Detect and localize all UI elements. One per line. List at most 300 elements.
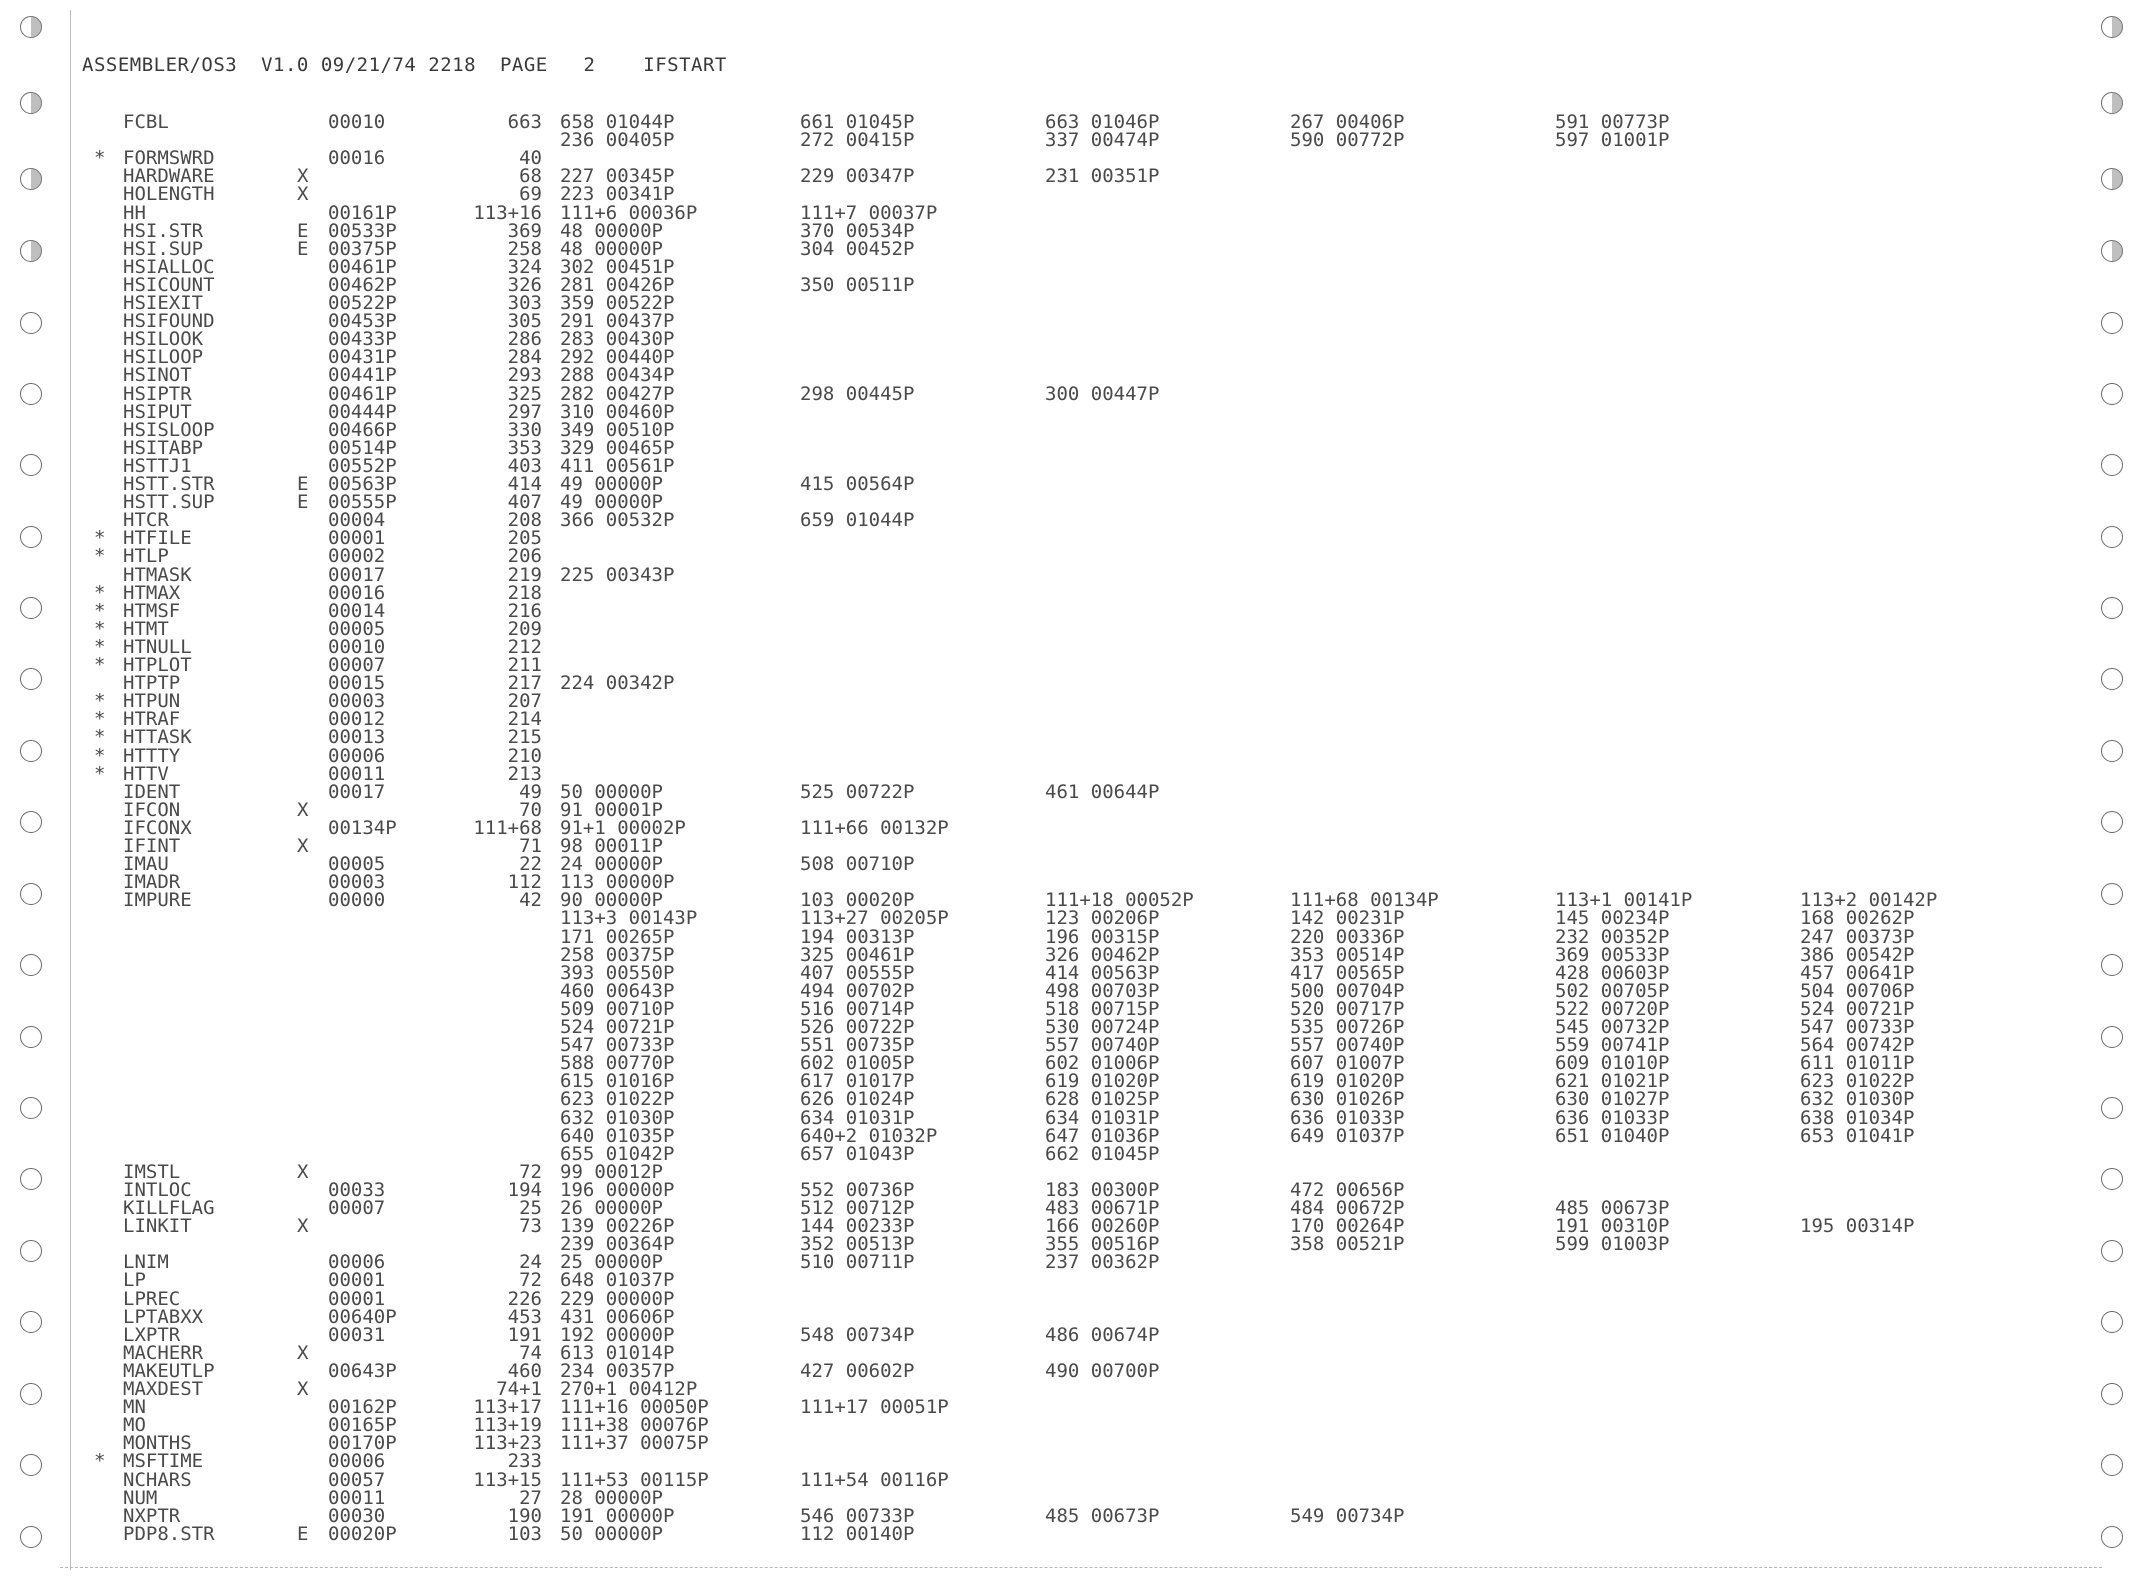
symbol-flag: E bbox=[297, 237, 309, 260]
reference-entry: 485 00673P bbox=[1045, 1504, 1160, 1527]
symbol-name: NXPTR bbox=[123, 1504, 181, 1527]
symbol-value: 00552P bbox=[328, 454, 397, 477]
reference-entry: 520 00717P bbox=[1290, 997, 1405, 1020]
symbol-value: 00640P bbox=[328, 1305, 397, 1328]
definition-line: 205 bbox=[507, 527, 542, 550]
definition-line: 286 bbox=[507, 328, 542, 351]
reference-entry: 91 00001P bbox=[560, 798, 663, 821]
right-feed-hole bbox=[2101, 526, 2123, 548]
reference-entry: 288 00434P bbox=[560, 364, 675, 387]
reference-entry: 349 00510P bbox=[560, 418, 675, 441]
symbol-name: IFCONX bbox=[123, 816, 192, 839]
symbol-name: MN bbox=[123, 1396, 146, 1419]
symbol-name: HSISLOOP bbox=[123, 418, 215, 441]
reference-entry: 111+17 00051P bbox=[800, 1396, 949, 1419]
symbol-name: MACHERR bbox=[123, 1341, 204, 1364]
reference-entry: 227 00345P bbox=[560, 165, 675, 188]
reference-entry: 518 00715P bbox=[1045, 997, 1160, 1020]
reference-entry: 49 00000P bbox=[560, 491, 663, 514]
reference-entry: 194 00313P bbox=[800, 925, 915, 948]
symbol-name: HOLENGTH bbox=[123, 183, 215, 206]
symbol-value: 00057 bbox=[328, 1468, 386, 1491]
reference-entry: 224 00342P bbox=[560, 672, 675, 695]
reference-entry: 651 01040P bbox=[1555, 1124, 1670, 1147]
reference-entry: 547 00733P bbox=[560, 1034, 675, 1057]
reference-entry: 370 00534P bbox=[800, 219, 915, 242]
symbol-name: HSI.STR bbox=[123, 219, 204, 242]
program-name: ASSEMBLER/OS3 bbox=[82, 54, 238, 76]
reference-entry: 609 01010P bbox=[1555, 1052, 1670, 1075]
symbol-flag: E bbox=[297, 473, 309, 495]
symbol-name: HSTT.STR bbox=[123, 473, 215, 495]
reference-entry: 304 00452P bbox=[800, 237, 915, 260]
symbol-name: MO bbox=[123, 1414, 146, 1437]
symbol-name: HSITABP bbox=[123, 436, 204, 459]
symbol-name: HSICOUNT bbox=[123, 273, 215, 296]
definition-line: 111+68 bbox=[473, 816, 542, 839]
reference-entry: 431 00606P bbox=[560, 1305, 675, 1328]
symbol-name: HTMASK bbox=[123, 563, 192, 586]
definition-line: 68 bbox=[519, 165, 542, 188]
symbol-name: HSI.SUP bbox=[123, 237, 204, 260]
symbol-value: 00004 bbox=[328, 509, 386, 532]
right-feed-hole bbox=[2101, 1383, 2123, 1405]
left-feed-hole bbox=[20, 16, 42, 38]
symbol-value: 00006 bbox=[328, 744, 386, 767]
definition-line: 330 bbox=[507, 418, 542, 441]
reference-entry: 283 00430P bbox=[560, 328, 675, 351]
symbol-flag: X bbox=[297, 1215, 309, 1238]
left-feed-hole bbox=[20, 1526, 42, 1548]
left-feed-hole bbox=[20, 1168, 42, 1190]
reference-entry: 508 00710P bbox=[800, 853, 915, 876]
definition-line: 217 bbox=[507, 672, 542, 695]
reference-entry: 28 00000P bbox=[560, 1486, 663, 1509]
definition-line: 326 bbox=[507, 273, 542, 296]
reference-entry: 166 00260P bbox=[1045, 1215, 1160, 1238]
definition-line: 414 bbox=[507, 473, 542, 495]
reference-entry: 525 00722P bbox=[800, 780, 915, 803]
reference-entry: 564 00742P bbox=[1800, 1034, 1915, 1057]
reference-entry: 352 00513P bbox=[800, 1233, 915, 1256]
reference-entry: 113 00000P bbox=[560, 871, 675, 894]
definition-line: 112 bbox=[507, 871, 542, 894]
right-feed-hole bbox=[2101, 1454, 2123, 1476]
reference-entry: 428 00603P bbox=[1555, 961, 1670, 984]
symbol-name: HSIPUT bbox=[123, 400, 192, 423]
left-feed-hole bbox=[20, 1240, 42, 1262]
reference-entry: 145 00234P bbox=[1555, 907, 1670, 930]
reference-entry: 509 00710P bbox=[560, 997, 675, 1020]
right-feed-hole bbox=[2101, 883, 2123, 905]
symbol-name: LNIM bbox=[123, 1251, 169, 1274]
definition-line: 113+17 bbox=[473, 1396, 542, 1419]
symbol-name: HTMSF bbox=[123, 599, 181, 622]
symbol-name: IFINT bbox=[123, 835, 181, 857]
left-feed-hole bbox=[20, 883, 42, 905]
symbol-flag: X bbox=[297, 1378, 309, 1400]
reference-entry: 196 00315P bbox=[1045, 925, 1160, 948]
reference-entry: 526 00722P bbox=[800, 1016, 915, 1038]
left-feed-hole bbox=[20, 312, 42, 334]
symbol-name: HSILOOK bbox=[123, 328, 204, 351]
definition-line: 206 bbox=[507, 545, 542, 568]
symbol-name: HTCR bbox=[123, 509, 169, 532]
symbol-flag-mark: * bbox=[94, 599, 106, 622]
symbol-value: 00165P bbox=[328, 1414, 397, 1437]
symbol-name: NUM bbox=[123, 1486, 158, 1509]
reference-entry: 552 00736P bbox=[800, 1178, 915, 1201]
reference-entry: 98 00011P bbox=[560, 835, 663, 857]
reference-entry: 632 01030P bbox=[1800, 1088, 1915, 1111]
reference-entry: 171 00265P bbox=[560, 925, 675, 948]
symbol-name: FORMSWRD bbox=[123, 147, 215, 170]
reference-entry: 386 00542P bbox=[1800, 943, 1915, 966]
reference-entry: 326 00462P bbox=[1045, 943, 1160, 966]
reference-entry: 486 00674P bbox=[1045, 1323, 1160, 1346]
definition-line: 460 bbox=[507, 1359, 542, 1382]
reference-entry: 48 00000P bbox=[560, 237, 663, 260]
right-feed-hole bbox=[2101, 1311, 2123, 1333]
reference-entry: 236 00405P bbox=[560, 129, 675, 152]
symbol-value: 00013 bbox=[328, 726, 386, 749]
reference-entry: 239 00364P bbox=[560, 1233, 675, 1256]
symbol-flag: X bbox=[297, 183, 309, 206]
reference-entry: 411 00561P bbox=[560, 454, 675, 477]
symbol-flag-mark: * bbox=[94, 708, 106, 731]
reference-entry: 546 00733P bbox=[800, 1504, 915, 1527]
definition-line: 353 bbox=[507, 436, 542, 459]
symbol-flag: E bbox=[297, 1522, 309, 1545]
reference-entry: 630 01026P bbox=[1290, 1088, 1405, 1111]
right-feed-hole bbox=[2101, 383, 2123, 405]
definition-line: 218 bbox=[507, 581, 542, 604]
reference-entry: 183 00300P bbox=[1045, 1178, 1160, 1201]
symbol-name: KILLFLAG bbox=[123, 1197, 215, 1219]
symbol-value: 00011 bbox=[328, 762, 386, 785]
reference-entry: 281 00426P bbox=[560, 273, 675, 296]
definition-line: 407 bbox=[507, 491, 542, 514]
reference-entry: 524 00721P bbox=[1800, 997, 1915, 1020]
definition-line: 325 bbox=[507, 382, 542, 405]
reference-entry: 490 00700P bbox=[1045, 1359, 1160, 1382]
definition-line: 207 bbox=[507, 690, 542, 713]
symbol-name: HTTV bbox=[123, 762, 169, 785]
symbol-name: HTPLOT bbox=[123, 654, 192, 676]
reference-entry: 590 00772P bbox=[1290, 129, 1405, 152]
definition-line: 284 bbox=[507, 346, 542, 369]
symbol-value: 00441P bbox=[328, 364, 397, 387]
reference-entry: 407 00555P bbox=[800, 961, 915, 984]
reference-entry: 599 01003P bbox=[1555, 1233, 1670, 1256]
reference-entry: 484 00672P bbox=[1290, 1197, 1405, 1219]
reference-entry: 460 00643P bbox=[560, 979, 675, 1002]
reference-entry: 300 00447P bbox=[1045, 382, 1160, 405]
reference-entry: 90 00000P bbox=[560, 889, 663, 912]
right-feed-hole bbox=[2101, 668, 2123, 690]
left-feed-hole bbox=[20, 526, 42, 548]
right-feed-hole bbox=[2101, 16, 2123, 38]
reference-entry: 557 00740P bbox=[1290, 1034, 1405, 1057]
symbol-flag-mark: * bbox=[94, 617, 106, 640]
symbol-value: 00466P bbox=[328, 418, 397, 441]
reference-entry: 619 01020P bbox=[1290, 1070, 1405, 1093]
reference-entry: 366 00532P bbox=[560, 509, 675, 532]
definition-line: 216 bbox=[507, 599, 542, 622]
reference-entry: 649 01037P bbox=[1290, 1124, 1405, 1147]
definition-line: 73 bbox=[519, 1215, 542, 1238]
symbol-value: 00375P bbox=[328, 237, 397, 260]
definition-line: 369 bbox=[507, 219, 542, 242]
symbol-name: HTRAF bbox=[123, 708, 181, 731]
definition-line: 233 bbox=[507, 1450, 542, 1473]
reference-entry: 292 00440P bbox=[560, 346, 675, 369]
reference-entry: 630 01027P bbox=[1555, 1088, 1670, 1111]
reference-entry: 191 00310P bbox=[1555, 1215, 1670, 1238]
page-header bbox=[82, 54, 727, 76]
left-feed-hole bbox=[20, 597, 42, 619]
symbol-value: 00134P bbox=[328, 816, 397, 839]
reference-entry: 588 00770P bbox=[560, 1052, 675, 1075]
symbol-name: LINKIT bbox=[123, 1215, 192, 1238]
reference-entry: 359 00522P bbox=[560, 292, 675, 314]
reference-entry: 559 00741P bbox=[1555, 1034, 1670, 1057]
reference-entry: 602 01006P bbox=[1045, 1052, 1160, 1075]
reference-entry: 530 00724P bbox=[1045, 1016, 1160, 1038]
symbol-name: LPREC bbox=[123, 1287, 181, 1310]
reference-entry: 545 00732P bbox=[1555, 1016, 1670, 1038]
reference-entry: 634 01031P bbox=[1045, 1106, 1160, 1129]
reference-entry: 619 01020P bbox=[1045, 1070, 1160, 1093]
definition-line: 25 bbox=[519, 1197, 542, 1219]
reference-entry: 500 00704P bbox=[1290, 979, 1405, 1002]
reference-entry: 658 01044P bbox=[560, 111, 675, 133]
left-feed-hole bbox=[20, 168, 42, 190]
reference-entry: 237 00362P bbox=[1045, 1251, 1160, 1274]
symbol-name: HSIALLOC bbox=[123, 255, 215, 278]
reference-entry: 223 00341P bbox=[560, 183, 675, 206]
reference-entry: 626 01024P bbox=[800, 1088, 915, 1111]
reference-entry: 196 00000P bbox=[560, 1178, 675, 1201]
right-feed-hole bbox=[2101, 811, 2123, 833]
definition-line: 70 bbox=[519, 798, 542, 821]
definition-line: 72 bbox=[519, 1160, 542, 1183]
reference-entry: 258 00375P bbox=[560, 943, 675, 966]
reference-entry: 628 01025P bbox=[1045, 1088, 1160, 1111]
reference-entry: 636 01033P bbox=[1290, 1106, 1405, 1129]
reference-entry: 267 00406P bbox=[1290, 111, 1405, 133]
reference-entry: 653 01041P bbox=[1800, 1124, 1915, 1147]
reference-entry: 192 00000P bbox=[560, 1323, 675, 1346]
symbol-name: IDENT bbox=[123, 780, 181, 803]
reference-entry: 427 00602P bbox=[800, 1359, 915, 1382]
symbol-name: HTNULL bbox=[123, 635, 192, 658]
definition-line: 27 bbox=[519, 1486, 542, 1509]
reference-entry: 112 00140P bbox=[800, 1522, 915, 1545]
definition-line: 24 bbox=[519, 1251, 542, 1274]
definition-line: 211 bbox=[507, 654, 542, 676]
symbol-value: 00462P bbox=[328, 273, 397, 296]
definition-line: 22 bbox=[519, 853, 542, 876]
right-feed-hole bbox=[2101, 597, 2123, 619]
reference-entry: 168 00262P bbox=[1800, 907, 1915, 930]
definition-line: 71 bbox=[519, 835, 542, 857]
reference-entry: 111+18 00052P bbox=[1045, 889, 1194, 912]
reference-entry: 247 00373P bbox=[1800, 925, 1915, 948]
symbol-name: IFCON bbox=[123, 798, 181, 821]
symbol-name: HTPTP bbox=[123, 672, 181, 695]
symbol-name: IMADR bbox=[123, 871, 181, 894]
left-feed-hole bbox=[20, 811, 42, 833]
left-feed-hole bbox=[20, 1097, 42, 1119]
reference-entry: 229 00000P bbox=[560, 1287, 675, 1310]
reference-entry: 358 00521P bbox=[1290, 1233, 1405, 1256]
reference-entry: 549 00734P bbox=[1290, 1504, 1405, 1527]
symbol-name: HSIEXIT bbox=[123, 292, 204, 314]
definition-line: 194 bbox=[507, 1178, 542, 1201]
symbol-value: 00014 bbox=[328, 599, 386, 622]
definition-line: 113+16 bbox=[473, 201, 542, 224]
symbol-value: 00007 bbox=[328, 654, 386, 676]
reference-entry: 337 00474P bbox=[1045, 129, 1160, 152]
symbol-flag: X bbox=[297, 1341, 309, 1364]
reference-entry: 144 00233P bbox=[800, 1215, 915, 1238]
reference-entry: 91+1 00002P bbox=[560, 816, 686, 839]
reference-entry: 414 00563P bbox=[1045, 961, 1160, 984]
version: V1.0 bbox=[261, 54, 309, 76]
symbol-value: 00017 bbox=[328, 563, 386, 586]
reference-entry: 50 00000P bbox=[560, 780, 663, 803]
symbol-flag-mark: * bbox=[94, 726, 106, 749]
reference-entry: 623 01022P bbox=[1800, 1070, 1915, 1093]
reference-entry: 111+53 00115P bbox=[560, 1468, 709, 1491]
reference-entry: 111+6 00036P bbox=[560, 201, 698, 224]
reference-entry: 111+7 00037P bbox=[800, 201, 938, 224]
definition-line: 303 bbox=[507, 292, 542, 314]
symbol-value: 00016 bbox=[328, 147, 386, 170]
right-feed-hole bbox=[2101, 454, 2123, 476]
reference-entry: 393 00550P bbox=[560, 961, 675, 984]
reference-entry: 510 00711P bbox=[800, 1251, 915, 1274]
definition-line: 69 bbox=[519, 183, 542, 206]
definition-line: 213 bbox=[507, 762, 542, 785]
right-feed-hole bbox=[2101, 1168, 2123, 1190]
run-date: 09/21/74 bbox=[320, 54, 417, 76]
symbol-value: 00012 bbox=[328, 708, 386, 731]
symbol-value: 00016 bbox=[328, 581, 386, 604]
reference-entry: 103 00020P bbox=[800, 889, 915, 912]
definition-line: 40 bbox=[519, 147, 542, 170]
right-feed-hole bbox=[2101, 1097, 2123, 1119]
symbol-name: LXPTR bbox=[123, 1323, 181, 1346]
symbol-flag-mark: * bbox=[94, 744, 106, 767]
definition-line: 297 bbox=[507, 400, 542, 423]
definition-line: 212 bbox=[507, 635, 542, 658]
reference-entry: 661 01045P bbox=[800, 111, 915, 133]
symbol-name: MONTHS bbox=[123, 1432, 192, 1455]
symbol-value: 00006 bbox=[328, 1450, 386, 1473]
reference-entry: 634 01031P bbox=[800, 1106, 915, 1129]
symbol-name: HSIPTR bbox=[123, 382, 192, 405]
symbol-value: 00433P bbox=[328, 328, 397, 351]
left-feed-hole bbox=[20, 454, 42, 476]
symbol-value: 00461P bbox=[328, 255, 397, 278]
reference-entry: 502 00705P bbox=[1555, 979, 1670, 1002]
symbol-name: HTMT bbox=[123, 617, 169, 640]
symbol-name: IMPURE bbox=[123, 889, 192, 912]
symbol-name: HSTT.SUP bbox=[123, 491, 215, 514]
reference-entry: 415 00564P bbox=[800, 473, 915, 495]
reference-entry: 648 01037P bbox=[560, 1269, 675, 1292]
reference-entry: 355 00516P bbox=[1045, 1233, 1160, 1256]
reference-entry: 26 00000P bbox=[560, 1197, 663, 1219]
symbol-name: HSINOT bbox=[123, 364, 192, 387]
reference-entry: 234 00357P bbox=[560, 1359, 675, 1382]
reference-entry: 647 01036P bbox=[1045, 1124, 1160, 1147]
reference-entry: 512 00712P bbox=[800, 1197, 915, 1219]
symbol-value: 00020P bbox=[328, 1522, 397, 1545]
left-feed-hole bbox=[20, 954, 42, 976]
symbol-name: MAXDEST bbox=[123, 1378, 204, 1400]
reference-entry: 111+16 00050P bbox=[560, 1396, 709, 1419]
reference-entry: 640 01035P bbox=[560, 1124, 675, 1147]
reference-entry: 113+3 00143P bbox=[560, 907, 698, 930]
reference-entry: 353 00514P bbox=[1290, 943, 1405, 966]
symbol-name: HSTTJ1 bbox=[123, 454, 192, 477]
reference-entry: 498 00703P bbox=[1045, 979, 1160, 1002]
reference-entry: 231 00351P bbox=[1045, 165, 1160, 188]
reference-entry: 522 00720P bbox=[1555, 997, 1670, 1020]
symbol-value: 00453P bbox=[328, 310, 397, 333]
symbol-name: HTMAX bbox=[123, 581, 181, 604]
definition-line: 293 bbox=[507, 364, 542, 387]
symbol-name: HTPUN bbox=[123, 690, 181, 713]
symbol-name: HSIFOUND bbox=[123, 310, 215, 333]
symbol-name: HTFILE bbox=[123, 527, 192, 550]
reference-entry: 272 00415P bbox=[800, 129, 915, 152]
right-feed-hole bbox=[2101, 1026, 2123, 1048]
reference-entry: 350 00511P bbox=[800, 273, 915, 296]
definition-line: 305 bbox=[507, 310, 542, 333]
definition-line: 210 bbox=[507, 744, 542, 767]
reference-entry: 638 01034P bbox=[1800, 1106, 1915, 1129]
reference-entry: 547 00733P bbox=[1800, 1016, 1915, 1038]
symbol-value: 00010 bbox=[328, 111, 386, 133]
reference-entry: 472 00656P bbox=[1290, 1178, 1405, 1201]
symbol-name: HSILOOP bbox=[123, 346, 204, 369]
symbol-name: LP bbox=[123, 1269, 146, 1292]
reference-entry: 557 00740P bbox=[1045, 1034, 1160, 1057]
right-feed-hole bbox=[2101, 1240, 2123, 1262]
perforation-line bbox=[60, 1567, 2102, 1568]
symbol-value: 00005 bbox=[328, 853, 386, 876]
symbol-value: 00007 bbox=[328, 1197, 386, 1219]
symbol-name: HTTTY bbox=[123, 744, 181, 767]
symbol-name: HH bbox=[123, 201, 146, 224]
symbol-value: 00001 bbox=[328, 1269, 386, 1292]
reference-entry: 298 00445P bbox=[800, 382, 915, 405]
page-number: 2 bbox=[583, 54, 596, 76]
reference-entry: 111+66 00132P bbox=[800, 816, 949, 839]
right-feed-hole bbox=[2101, 1526, 2123, 1548]
reference-entry: 659 01044P bbox=[800, 509, 915, 532]
symbol-value: 00563P bbox=[328, 473, 397, 495]
reference-entry: 48 00000P bbox=[560, 219, 663, 242]
symbol-flag-mark: * bbox=[94, 654, 106, 676]
symbol-value: 00533P bbox=[328, 219, 397, 242]
reference-entry: 229 00347P bbox=[800, 165, 915, 188]
right-feed-hole bbox=[2101, 168, 2123, 190]
